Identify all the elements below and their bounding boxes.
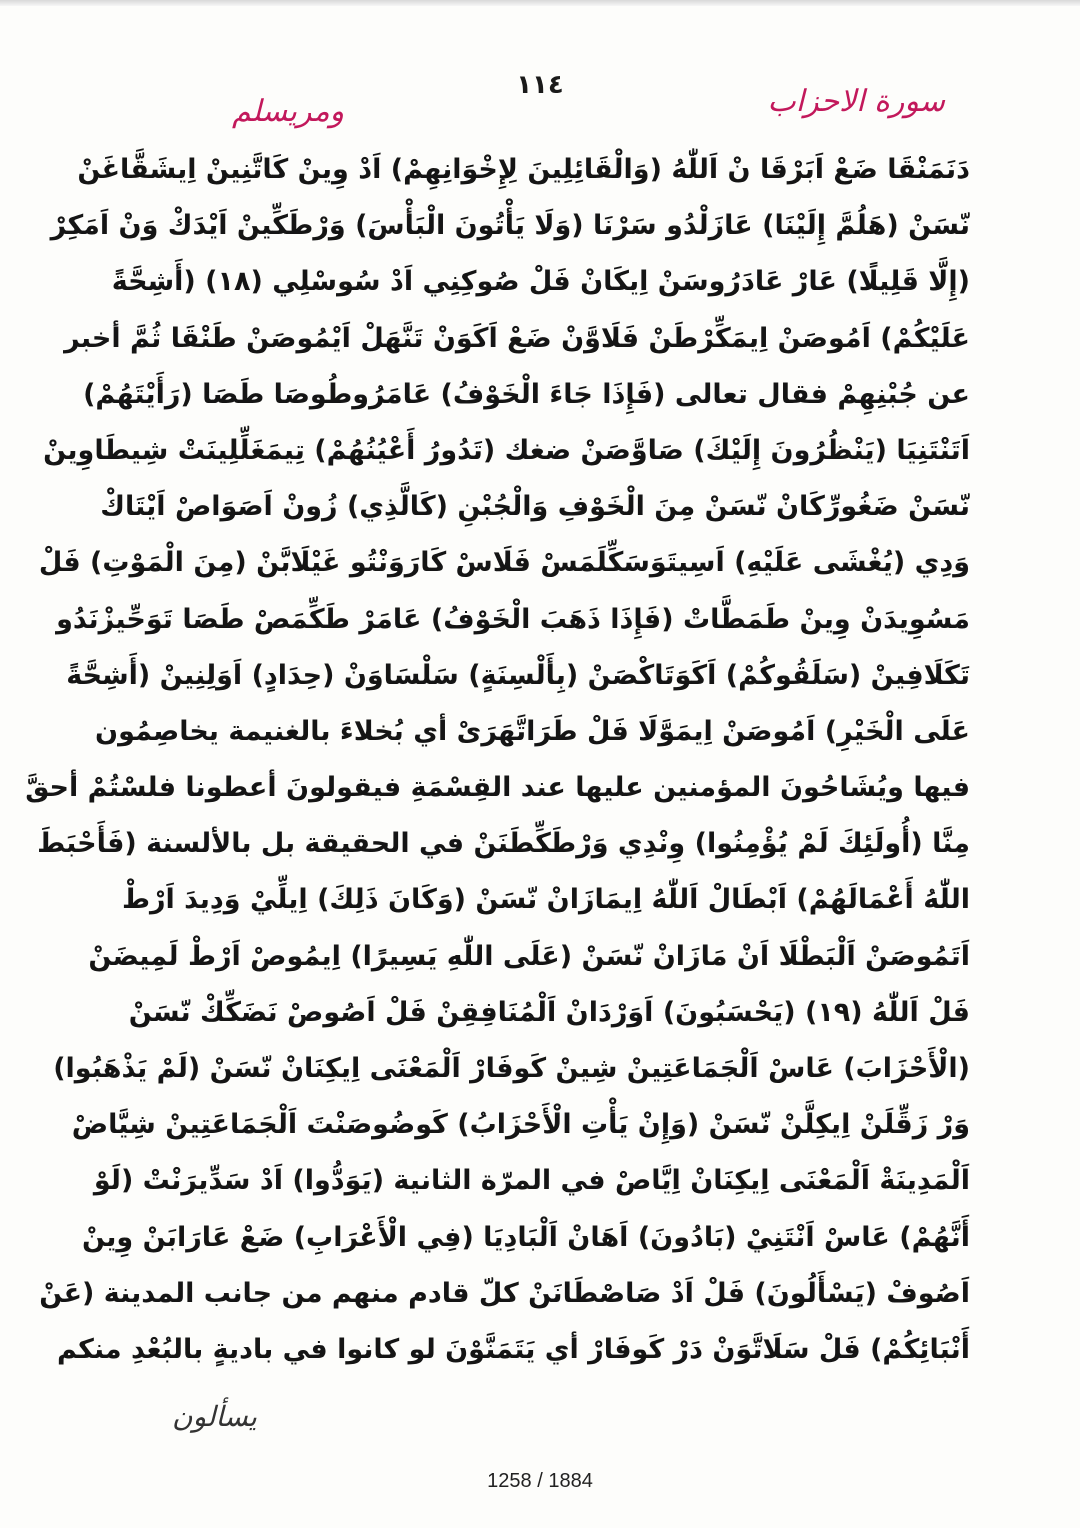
text-line: وَرْ زَقِّلَنْ اِيكِلَّنْ نّسَنْ (وَإِنْ يَأْتِ الْأَحْزَابُ) كَوضُوصَنْتَ اَلْجَمَاعَتِينْ شِيَّاضْ <box>71 1109 970 1141</box>
page-counter: 1258 / 1884 <box>487 1470 593 1492</box>
text-line: عَلَى الْخَيْرِ) اَمُوصَنْ اِيمَوَّلَا فَلْ طَرَاتَّهَرَىْ أي بُخلاءَ بالغنيمة يخاصِمُون <box>95 715 970 747</box>
text-line: نّسَنْ (هَلُمَّ إِلَيْنَا) عَازَلْدُو سَرْنَا (وَلَا يَأْتُونَ الْبَأْسَ) وَرْطَكِّينْ اَيْدَكْ وَنْ اَمَكِرْ <box>50 210 970 242</box>
text-line: اَتَمُوصَنْ اَلْبَطْلَا اَنْ مَازَانْ نّسَنْ (عَلَى اللّٰهِ يَسِيرًا) اِيمُوصْ اَرْطْ لَمِيضَنْ <box>88 940 970 972</box>
text-line: أَنْبَائِكُمْ) فَلْ سَلَاتَّوَنْ دَرْ كَوفَارْ أي يَتَمَنَّوْنَ لو كانوا في باديةٍ بالبُعْدِ منكم <box>56 1333 970 1365</box>
text-line: وَدِي (يُغْشَى عَلَيْهِ) اَسِيتَوَسَكِّلَمَسْ فَلَاسْ كَارَوَنْتُو غَيْلَابَّنْ (مِنَ الْمَوْتِ) فَلْ <box>38 547 970 579</box>
handwritten-surah-note: سورة الاحزاب <box>767 84 945 119</box>
text-line: عَلَيْكُمْ) اَمُوصَنْ اِيمَكِّرْطَنْ فَلَاوَّنْ ضَعْ اَكَوَنْ تَنَّهَلْ اَيْمُوصَنْ طَنْقَا ثُمَّ أخبر <box>64 322 970 354</box>
page-number: ١١٤ <box>516 70 564 100</box>
text-line: عن جُبْنِهِمْ فقال تعالى (فَإِذَا جَاءَ الْخَوْفُ) عَامَرُوطُوصَا طَصَا (رَأَيْتَهُمْ) <box>83 378 970 410</box>
body-text <box>25 142 970 1378</box>
scan-edge <box>0 0 1080 6</box>
text-line: اَتَنْتَنِيَا (يَنْظُرُونَ إِلَيْكَ) صَاوَّصَنْ ضغك (تَدُورُ أَعْيُنُهُمْ) تِيمَغَلِّلِينَتْ شِيطَاوِينْ <box>43 434 970 466</box>
text-line: دَنَمَنْقَا ضَعْ اَبَرْقَا نْ اَللّٰهُ (وَالْقَائِلِينَ لِإِخْوَانِهِمْ) اَدْ وِينْ كَاتَّنِينْ اِيشَقَّاغَنْ <box>77 154 970 185</box>
text-line: تَكَلَافِينْ (سَلَقُوكُمْ) اَكَوَتَاكْصَنْ (بِأَلْسِنَةٍ) سَلْسَاوَنْ (حِدَادٍ) اَوَلِنِينْ (أَشِحَّةً <box>66 659 970 691</box>
text-line: (الْأَحْزَابَ) عَاسْ اَلْجَمَاعَتِينْ شِينْ كَوفَارْ اَلْمَعْنَى اِيكِنَانْ نّسَنْ (لَمْ يَذْهَبُوا) <box>53 1053 970 1084</box>
text-line: مَسُوِيدَنْ وِينْ طَمَطَّاتْ (فَإِذَا ذَهَبَ الْخَوْفُ) عَامَرْ طَكِّمَصْ طَصَا تَوَحِّيزْنَدُو <box>56 603 970 635</box>
catchword: يسألون <box>172 1400 257 1433</box>
text-line: اَصُوفْ (يَسْأَلُونَ) فَلْ اَدْ صَاصْطَانَنْ كلّ قادم منهم من جانب المدينة (عَنْ <box>39 1277 970 1309</box>
text-line: اَلْمَدِينَةْ اَلْمَعْنَى اِيكِنَانْ اِيَّاصْ في المرّة الثانية (يَوَدُّوا) اَدْ سَدِّيرَنْتْ (لَوْ <box>93 1165 970 1197</box>
text-line: مِنَّا (أُولَئِكَ لَمْ يُؤْمِنُوا) وِنْدِي وَرْطَكِّطَنَنْ في الحقيقة بل بالألسنة (فَأَحْبَطَ <box>37 828 970 860</box>
text-line: اللّٰهُ أَعْمَالَهُمْ) اَبْطَالْ اَللّٰهُ اِيمَازَانْ نّسَنْ (وَكَانَ ذَلِكَ) اِيلِّيْ وَدِيدَ اَرْطْ <box>121 884 970 916</box>
handwritten-margin-note: ومريسلم <box>232 94 345 129</box>
text-line: فيها ويُشَاحُونَ المؤمنين عليها عند القِسْمَةِ فيقولونَ أعطونا فلسْتُمْ أحقَّ <box>25 772 970 804</box>
text-line: أَنَّهُمْ) عَاسْ اَنْتَنِيْ (بَادُونَ) اَهَانْ اَلْبَادِيَا (فِي الْأَعْرَابِ) ضَعْ عَارَابَنْ وِينْ <box>81 1221 970 1253</box>
text-line: (إِلَّا قَلِيلًا) عَارْ عَادَرُوسَنْ اِيكَانْ فَلْ صُوكِنِي اَدْ سُوسْلِي (١٨) (أَشِحَّةً <box>111 266 970 298</box>
text-line: نّسَنْ ضَغُورِّكَانْ نّسَنْ مِنَ الْخَوْفِ وَالْجُبْنِ (كَالَّذِي) زُونْ اَصَوَاصْ اَيْتَاكْ <box>100 491 970 523</box>
text-line: فَلْ اَللّٰهُ (١٩) (يَحْسَبُونَ) اَوَرْدَانْ اَلْمُنَافِقِنْ فَلْ اَصُوصْ نَضَكِّكْ نّسَنْ <box>128 996 970 1028</box>
